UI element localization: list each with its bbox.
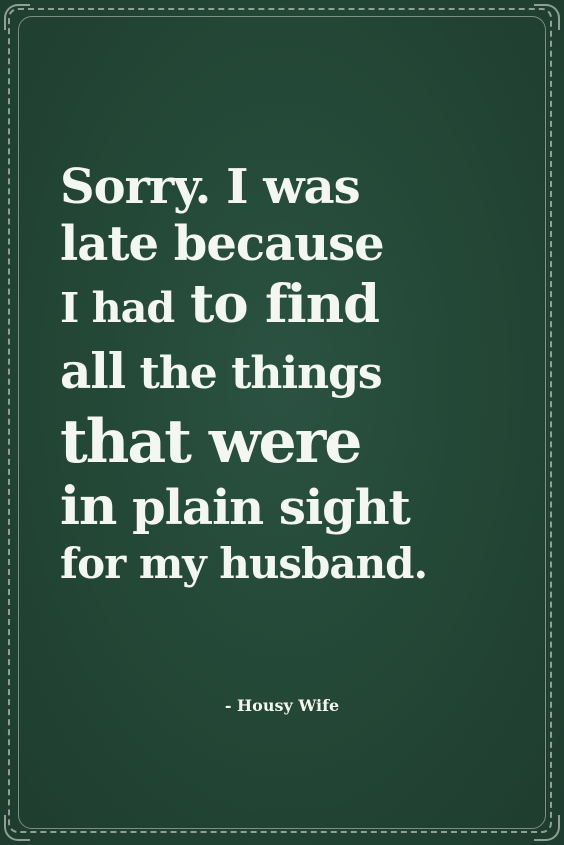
quote-line-3a: I had — [60, 283, 175, 332]
quote-line-2: late because — [60, 216, 384, 272]
quote-line-4a: all — [60, 344, 126, 400]
corner-ornament-bottom-left — [4, 815, 30, 841]
quote-line-6a: in — [60, 475, 117, 537]
quote-line-3b: to find — [189, 273, 380, 335]
quote-line-6 — [60, 475, 504, 537]
corner-ornament-top-left — [4, 4, 30, 30]
corner-ornament-top-right — [534, 4, 560, 30]
quote-line-4b: the things — [139, 348, 382, 399]
quote-line-3 — [60, 272, 504, 340]
quote-line-1: Sorry. I was — [60, 159, 360, 215]
quote-line-5: that were — [60, 407, 361, 477]
quote-line-7: for my husband. — [60, 539, 428, 588]
quote-line-4 — [60, 340, 504, 406]
corner-ornament-bottom-right — [534, 815, 560, 841]
quote-line-6b: plain sight — [132, 480, 410, 536]
quote-attribution: - Housy Wife — [224, 696, 340, 715]
quote-text — [60, 158, 504, 592]
